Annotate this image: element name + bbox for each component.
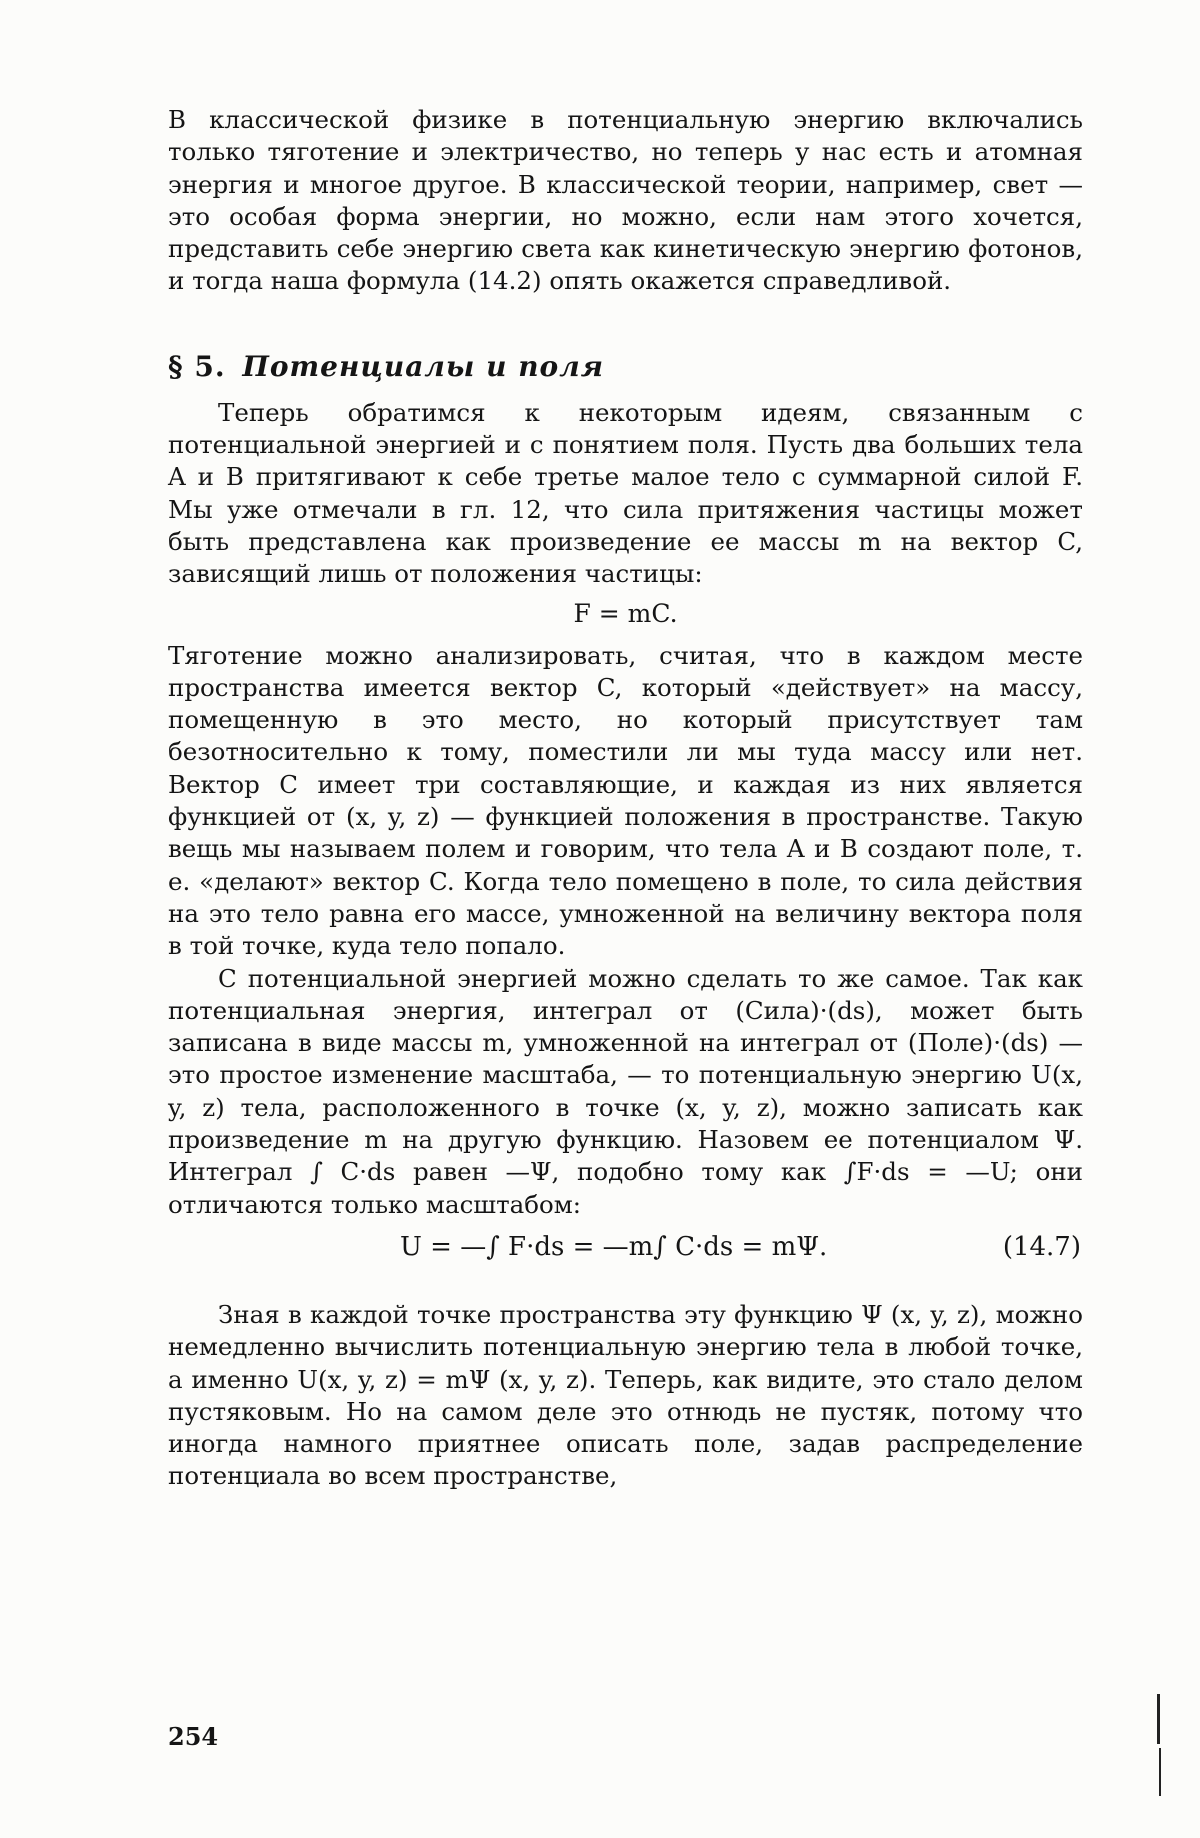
formula-expression: U = —∫ F·ds = —m∫ C·ds = mΨ. (400, 1231, 828, 1262)
paragraph-potential-usage: Зная в каждой точке пространства эту функцию Ψ (x, y, z), можно немедленно вычислить потенциальную энергию тела в любой точке, а именно U(x, y, z) = mΨ (x, y, z). Теперь, как видите, это стало делом пустяковым. Но на самом деле это отнюдь не пустяк, потому что иногда намного приятнее описать поле, задав распределение потенциала во всем пространстве, (168, 1299, 1083, 1491)
margin-scan-mark-lower (1159, 1748, 1161, 1796)
page-number: 254 (168, 1722, 219, 1751)
margin-scan-mark (1157, 1694, 1160, 1744)
formula-force-field: F = mC. (573, 598, 678, 628)
formula-potential-integral (168, 1221, 1083, 1273)
paragraph-classical-energy: В классической физике в потенциальную энергию включались только тяготение и электричество, но теперь у нас есть и атомная энергия и многое другое. В классической теории, например, свет — это особая форма энергии, но можно, если нам этого хочется, представить себе энергию света как кинетическую энергию фотонов, и тогда наша формула (14.2) опять окажется справедливой. (168, 105, 1083, 296)
section-number: § 5. (168, 349, 226, 383)
section-title: Потенциалы и поля (242, 349, 605, 383)
formula-number: (14.7) (1002, 1231, 1081, 1262)
section-heading (168, 350, 1083, 383)
paragraph-potential-definition: С потенциальной энергией можно сделать то же самое. Так как потенциальная энергия, интеграл от (Сила)·(ds), может быть записана в виде массы m, умноженной на интеграл от (Поле)·(ds) — это простое изменение масштаба, — то потенциальную энергию U(x, y, z) тела, расположенного в точке (x, y, z), можно записать как произведение m на другую функцию. Назовем ее потенциалом Ψ. Интеграл ∫ C·ds равен —Ψ, подобно тому как ∫F·ds = —U; они отличаются только масштабом: (168, 963, 1083, 1219)
paragraph-potential-fields-intro: Теперь обратимся к некоторым идеям, связанным с потенциальной энергией и с понятием поля. Пусть два больших тела A и B притягивают к себе третье малое тело с суммарной силой F. Мы уже отмечали в гл. 12, что сила притяжения частицы может быть представлена как произведение ее массы m на вектор C, зависящий лишь от положения частицы: (168, 397, 1083, 589)
paragraph-gravity-field: Тяготение можно анализировать, считая, что в каждом месте пространства имеется вектор C, который «действует» на массу, помещенную в это место, но который присутствует там безотносительно к тому, поместили ли мы туда массу или нет. Вектор C имеет три составляющие, и каждая из них является функцией от (x, y, z) — функцией положения в пространстве. Такую вещь мы называем полем и говорим, что тела A и B создают поле, т. е. «делают» вектор C. Когда тело помещено в поле, то сила действия на это тело равна его массе, умноженной на величину вектора поля в той точке, куда тело попало. (168, 640, 1083, 961)
page-body (168, 104, 1083, 1493)
